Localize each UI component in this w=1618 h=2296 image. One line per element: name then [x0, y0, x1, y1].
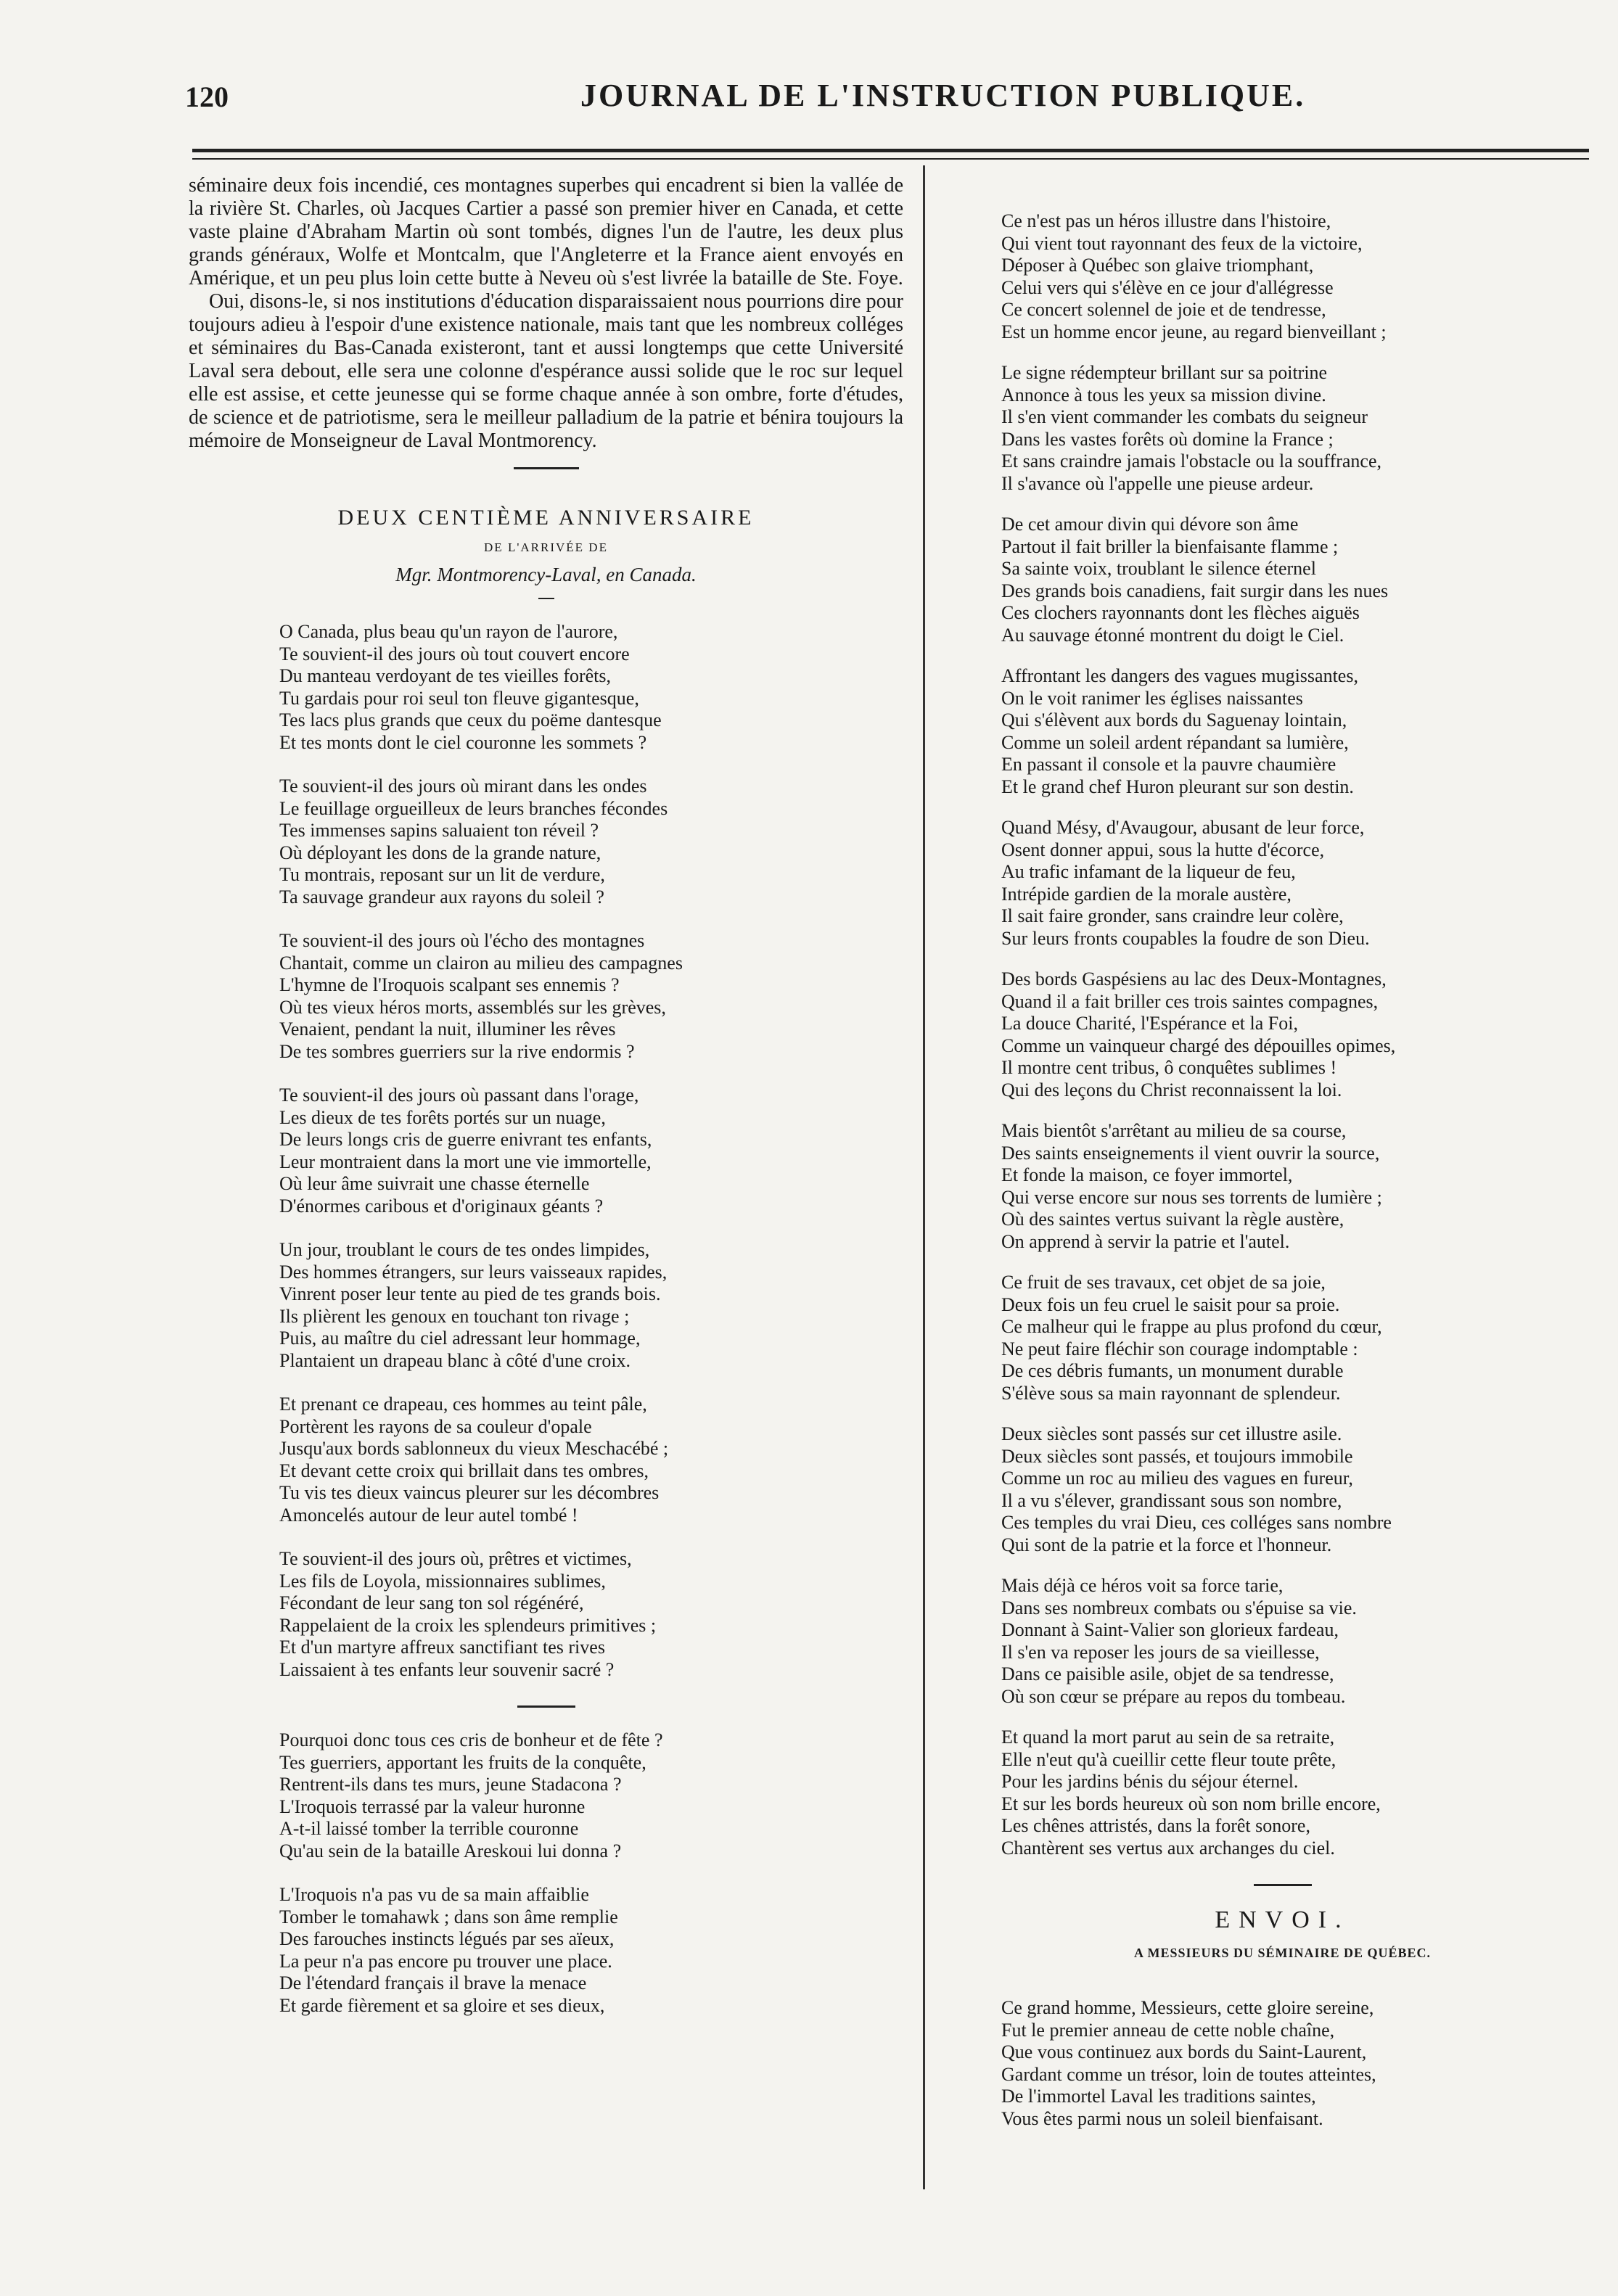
verse-line: Tomber le tomahawk ; dans son âme remplie: [279, 1906, 618, 1927]
verse-line: Gardant comme un trésor, loin de toutes atteintes,: [1001, 2063, 1376, 2085]
verse-line: Dans les vastes forêts où domine la France ;: [1001, 428, 1334, 450]
verse-line: Ta sauvage grandeur aux rayons du soleil ?: [279, 886, 604, 908]
verse-line: Des farouches instincts légués par ses aïeux,: [279, 1928, 615, 1949]
stanza: [972, 817, 1593, 950]
verse-line: Le signe rédempteur brillant sur sa poitrine: [1001, 362, 1328, 383]
verse-line: Donnant à Saint-Valier son glorieux fardeau,: [1001, 1619, 1339, 1640]
verse-line: Te souvient-il des jours où passant dans l'orage,: [279, 1085, 639, 1106]
verse-line: Où leur âme suivrait une chasse éternelle: [279, 1173, 590, 1194]
envoi-stanza: [972, 1997, 1593, 2130]
stanza: [972, 1272, 1593, 1404]
verse-line: Te souvient-il des jours où tout couvert encore: [279, 643, 630, 664]
stanza: [189, 930, 903, 1063]
verse-line: Deux siècles sont passés sur cet illustre asile.: [1001, 1423, 1342, 1444]
verse-line: Tu montrais, reposant sur un lit de verdure,: [279, 864, 605, 885]
prose-section: [189, 174, 903, 453]
verse-line: Et sur les bords heureux où son nom brille encore,: [1001, 1793, 1381, 1814]
verse-line: De l'immortel Laval les traditions saintes,: [1001, 2086, 1316, 2107]
verse-line: De ces débris fumants, un monument durable: [1001, 1360, 1344, 1381]
section-rule: [514, 467, 579, 469]
verse-line: Dans ses nombreux combats ou s'épuise sa vie.: [1001, 1597, 1357, 1618]
verse-line: Chantait, comme un clairon au milieu des campagnes: [279, 952, 683, 974]
verse-line: Intrépide gardien de la morale austère,: [1001, 883, 1291, 905]
verse-line: De l'étendard français il brave la menace: [279, 1972, 587, 1993]
stanza: [972, 362, 1593, 495]
verse-line: Portèrent les rayons de sa couleur d'opale: [279, 1415, 592, 1437]
verse-line: Du manteau verdoyant de tes vieilles forêts,: [279, 665, 612, 686]
verse-line: Mais bientôt s'arrêtant au milieu de sa course,: [1001, 1120, 1347, 1141]
verse-line: Sur leurs fronts coupables la foudre de son Dieu.: [1001, 927, 1370, 949]
verse-line: Ces temples du vrai Dieu, ces colléges sans nombre: [1001, 1512, 1392, 1533]
stanza: [972, 665, 1593, 798]
stanza: [972, 514, 1593, 646]
verse-line: Les dieux de tes forêts portés sur un nuage,: [279, 1106, 606, 1128]
verse-line: Tu vis tes dieux vaincus pleurer sur les décombres: [279, 1482, 660, 1503]
header-rule-thick: [192, 149, 1589, 152]
right-column: [972, 174, 1593, 2130]
verse-line: Les fils de Loyola, missionnaires sublimes,: [279, 1570, 606, 1592]
verse-line: Et le grand chef Huron pleurant sur son destin.: [1001, 775, 1354, 797]
verse-line: Il s'avance où l'appelle une pieuse ardeur.: [1001, 472, 1314, 494]
verse-line: D'énormes caribous et d'originaux géants ?: [279, 1195, 604, 1217]
verse-line: Dans ce paisible asile, objet de sa tendresse,: [1001, 1663, 1334, 1684]
verse-line: Ce concert solennel de joie et de tendresse,: [1001, 299, 1326, 320]
page-number: 120: [185, 81, 229, 113]
verse-line: Et d'un martyre affreux sanctifiant tes rives: [279, 1637, 605, 1658]
verse-line: Fut le premier anneau de cette noble chaîne,: [1001, 2019, 1335, 2041]
verse-line: L'Iroquois terrassé par la valeur huronne: [279, 1795, 586, 1817]
verse-line: Chantèrent ses vertus aux archanges du ciel.: [1001, 1837, 1335, 1859]
verse-line: De leurs longs cris de guerre enivrant tes enfants,: [279, 1129, 652, 1150]
verse-line: L'Iroquois n'a pas vu de sa main affaiblie: [279, 1884, 589, 1905]
verse-line: Et sans craindre jamais l'obstacle ou la souffrance,: [1001, 450, 1382, 472]
stanza: [972, 1120, 1593, 1253]
verse-line: Et devant cette croix qui brillait dans tes ombres,: [279, 1460, 649, 1481]
verse-line: Laissaient à tes enfants leur souvenir sacré ?: [279, 1658, 615, 1680]
verse-line: Qu'au sein de la bataille Areskoui lui donna ?: [279, 1840, 622, 1861]
title-rule: [538, 598, 554, 599]
verse-line: Pour les jardins bénis du séjour éternel.: [1001, 1771, 1299, 1792]
stanza: [189, 621, 903, 754]
verse-line: Vous êtes parmi nous un soleil bienfaisant.: [1001, 2107, 1323, 2129]
verse-line: S'élève sous sa main rayonnant de splendeur.: [1001, 1382, 1341, 1404]
verse-line: Comme un roc au milieu des vagues en fureur,: [1001, 1468, 1353, 1489]
verse-line: Où tes vieux héros morts, assemblés sur les grèves,: [279, 996, 666, 1018]
verse-line: Et garde fièrement et sa gloire et ses dieux,: [279, 1994, 605, 2016]
verse-line: Est un homme encor jeune, au regard bienveillant ;: [1001, 321, 1387, 342]
page-header: [185, 71, 1593, 122]
envoi-stanza-wrap: [972, 1997, 1593, 2130]
verse-line: Déposer à Québec son glaive triomphant,: [1001, 255, 1314, 276]
verse-line: Tu gardais pour roi seul ton fleuve gigantesque,: [279, 687, 639, 709]
header-rule-thin: [192, 158, 1589, 160]
verse-line: De tes sombres guerriers sur la rive endormis ?: [279, 1040, 635, 1062]
stanza: [189, 1884, 903, 2017]
verse-line: Leur montraient dans la mort une vie immortelle,: [279, 1151, 652, 1172]
verse-line: Deux fois un feu cruel le saisit pour sa proie.: [1001, 1293, 1340, 1315]
verse-line: Te souvient-il des jours où l'écho des montagnes: [279, 930, 645, 951]
verse-line: Quand il a fait briller ces trois saintes compagnes,: [1001, 990, 1379, 1012]
verse-line: Qui s'élèvent aux bords du Saguenay lointain,: [1001, 709, 1347, 731]
verse-line: Tes immenses sapins saluaient ton réveil ?: [279, 820, 599, 841]
verse-line: Vinrent poser leur tente au pied de tes grands bois.: [279, 1283, 661, 1304]
verse-line: Ce fruit de ses travaux, cet objet de sa joie,: [1001, 1272, 1326, 1293]
verse-line: Qui des leçons du Christ reconnaissent la loi.: [1001, 1079, 1342, 1100]
verse-line: Et prenant ce drapeau, ces hommes au teint pâle,: [279, 1394, 647, 1415]
verse-line: Et fonde la maison, ce foyer immortel,: [1001, 1164, 1293, 1185]
left-stanzas: [189, 621, 903, 2017]
verse-line: Qui sont de la patrie et la force et l'honneur.: [1001, 1534, 1332, 1555]
poem-subtitle-dedication: Mgr. Montmorency-Laval, en Canada.: [395, 564, 697, 585]
verse-line: Le feuillage orgueilleux de leurs branches fécondes: [279, 797, 668, 819]
envoi-subtitle: A MESSIEURS DU SÉMINAIRE DE QUÉBEC.: [1133, 1946, 1432, 1960]
verse-line: Deux siècles sont passés, et toujours immobile: [1001, 1445, 1353, 1467]
verse-line: Quand Mésy, d'Avaugour, abusant de leur force,: [1001, 817, 1365, 838]
verse-line: La douce Charité, l'Espérance et la Foi,: [1001, 1013, 1298, 1034]
verse-line: Ce n'est pas un héros illustre dans l'histoire,: [1001, 210, 1331, 231]
verse-line: Te souvient-il des jours où, prêtres et victimes,: [279, 1548, 632, 1569]
verse-line: Celui vers qui s'élève en ce jour d'allégresse: [1001, 276, 1334, 298]
verse-line: En passant il console et la pauvre chaumière: [1001, 754, 1336, 775]
verse-line: On apprend à servir la patrie et l'autel.: [1001, 1230, 1290, 1252]
stanza: [972, 1423, 1593, 1556]
verse-line: A-t-il laissé tomber la terrible couronne: [279, 1818, 579, 1839]
verse-line: Affrontant les dangers des vagues mugissantes,: [1001, 665, 1358, 686]
verse-line: Ils plièrent les genoux en touchant ton rivage ;: [279, 1305, 630, 1327]
envoi-rule: [1254, 1884, 1312, 1886]
poem-title: DEUX CENTIÈME ANNIVERSAIRE: [337, 506, 755, 530]
verse-line: Au trafic infamant de la liqueur de feu,: [1001, 861, 1296, 882]
verse-line: La peur n'a pas encore pu trouver une place.: [279, 1950, 612, 1972]
verse-line: Ce grand homme, Messieurs, cette gloire sereine,: [1001, 1997, 1374, 2018]
verse-line: Et quand la mort parut au sein de sa retraite,: [1001, 1727, 1335, 1748]
verse-line: Ces clochers rayonnants dont les flèches aiguës: [1001, 602, 1360, 623]
verse-line: Où des saintes vertus suivant la règle austère,: [1001, 1209, 1344, 1230]
verse-line: Au sauvage étonné montrent du doigt le Ciel.: [1001, 624, 1344, 646]
verse-line: Mais déjà ce héros voit sa force tarie,: [1001, 1575, 1284, 1596]
verse-line: Comme un soleil ardent répandant sa lumière,: [1001, 731, 1349, 753]
verse-line: Et tes monts dont le ciel couronne les sommets ?: [279, 731, 647, 753]
verse-line: Rappelaient de la croix les splendeurs primitives ;: [279, 1614, 657, 1636]
verse-line: L'hymne de l'Iroquois scalpant ses ennemis ?: [279, 974, 620, 995]
verse-line: Comme un vainqueur chargé des dépouilles opimes,: [1001, 1034, 1396, 1056]
verse-line: Venaient, pendant la nuit, illuminer les rêves: [279, 1019, 616, 1040]
verse-line: Partout il fait briller la bienfaisante flamme ;: [1001, 535, 1339, 557]
verse-line: Des hommes étrangers, sur leurs vaisseaux rapides,: [279, 1261, 668, 1283]
stanza: [972, 1727, 1593, 1859]
envoi-title: ENVOI.: [1215, 1906, 1350, 1933]
verse-line: Fécondant de leur sang ton sol régénéré,: [279, 1592, 584, 1613]
verse-line: De cet amour divin qui dévore son âme: [1001, 514, 1299, 535]
verse-line: Tes lacs plus grands que ceux du poëme dantesque: [279, 709, 662, 731]
verse-line: Tes guerriers, apportant les fruits de la conquête,: [279, 1751, 646, 1773]
verse-line: Amoncelés autour de leur autel tombé !: [279, 1504, 578, 1526]
verse-line: Qui vient tout rayonnant des feux de la victoire,: [1001, 232, 1363, 254]
verse-line: Il s'en vient commander les combats du seigneur: [1001, 406, 1368, 427]
verse-line: Des bords Gaspésiens au lac des Deux-Montagnes,: [1001, 968, 1387, 989]
verse-line: Où son cœur se prépare au repos du tombeau.: [1001, 1685, 1346, 1707]
paragraph: Oui, disons-le, si nos institutions d'éducation disparaissaient nous pourrions dire pour toujours adieu à l'espoir d'une existence nationale, mais tant que les nombreux colléges et séminaires du Bas-Canada existeront, tant et aussi longtemps que cette Université Laval sera debout, elle sera une colonne d'espérance aussi solide que le roc sur lequel elle est assise, et cette jeunesse qui se forme chaque année à son ombre, forte d'études, de science et de patriotisme, sera le meilleur palladium de la patrie et bénira toujours la mémoire de Monseigneur de Laval Montmorency.: [189, 290, 903, 452]
verse-line: Rentrent-ils dans tes murs, jeune Stadacona ?: [279, 1774, 622, 1795]
verse-line: Puis, au maître du ciel adressant leur hommage,: [279, 1328, 641, 1349]
poem-subtitle: DE L'ARRIVÉE DE: [484, 540, 608, 554]
verse-line: Jusqu'aux bords sablonneux du vieux Meschacébé ;: [279, 1438, 669, 1459]
stanza: [189, 775, 903, 908]
verse-line: Plantaient un drapeau blanc à côté d'une croix.: [279, 1349, 631, 1371]
journal-title: JOURNAL DE L'INSTRUCTION PUBLIQUE.: [580, 78, 1306, 113]
verse-line: Ce malheur qui le frappe au plus profond du cœur,: [1001, 1316, 1382, 1337]
stanza: [189, 1085, 903, 1217]
verse-line: Des grands bois canadiens, fait surgir dans les nues: [1001, 580, 1389, 601]
verse-line: Un jour, troublant le cours de tes ondes limpides,: [279, 1239, 650, 1260]
stanza: [189, 1394, 903, 1526]
left-column: [189, 174, 903, 2017]
verse-line: Annonce à tous les yeux sa mission divine.: [1001, 384, 1326, 406]
stanza: [972, 210, 1593, 343]
stanza: [189, 1729, 903, 1862]
verse-line: Il a vu s'élever, grandissant sous son nombre,: [1001, 1489, 1342, 1511]
verse-line: On le voit ranimer les églises naissantes: [1001, 687, 1303, 709]
stanza: [972, 968, 1593, 1101]
stanza: [972, 1575, 1593, 1708]
verse-line: Il s'en va reposer les jours de sa vieillesse,: [1001, 1641, 1320, 1663]
verse-line: Qui verse encore sur nous ses torrents de lumière ;: [1001, 1186, 1382, 1208]
stanza: [189, 1548, 903, 1681]
stanza: [189, 1239, 903, 1372]
verse-line: Ne peut faire fléchir son courage indomptable :: [1001, 1338, 1358, 1359]
verse-line: Pourquoi donc tous ces cris de bonheur et de fête ?: [279, 1729, 663, 1750]
verse-line: Où déployant les dons de la grande nature,: [279, 842, 601, 863]
verse-line: Les chênes attristés, dans la forêt sonore,: [1001, 1815, 1310, 1836]
verse-line: Sa sainte voix, troublant le silence éternel: [1001, 558, 1316, 579]
column-divider: [923, 165, 925, 2189]
verse-line: Il montre cent tribus, ô conquêtes sublimes !: [1001, 1057, 1337, 1078]
verse-line: Des saints enseignements il vient ouvrir la source,: [1001, 1142, 1380, 1164]
paragraph: séminaire deux fois incendié, ces montagnes superbes qui encadrent si bien la vallée de la rivière St. Charles, où Jacques Cartier a passé son premier hiver en Canada, et cette vaste plaine d'Abraham Martin où sont tombés, dignes l'un de l'autre, les deux plus grands généraux, Wolfe et Montcalm, que l'Angleterre et la France aient envoyés en Amérique, et un peu plus loin cette butte à Neveu où s'est livrée la bataille de Ste. Foye.: [189, 174, 903, 289]
verse-line: Il sait faire gronder, sans craindre leur colère,: [1001, 905, 1344, 926]
verse-line: Te souvient-il des jours où mirant dans les ondes: [279, 775, 647, 797]
right-stanzas: [972, 210, 1593, 1859]
verse-line: Osent donner appui, sous la hutte d'écorce,: [1001, 839, 1325, 860]
verse-line: O Canada, plus beau qu'un rayon de l'aurore,: [279, 621, 618, 642]
verse-line: Elle n'eut qu'à cueillir cette fleur toute prête,: [1001, 1748, 1336, 1770]
verse-line: Que vous continuez aux bords du Saint-Laurent,: [1001, 2041, 1367, 2062]
stanza-rule: [517, 1705, 575, 1708]
